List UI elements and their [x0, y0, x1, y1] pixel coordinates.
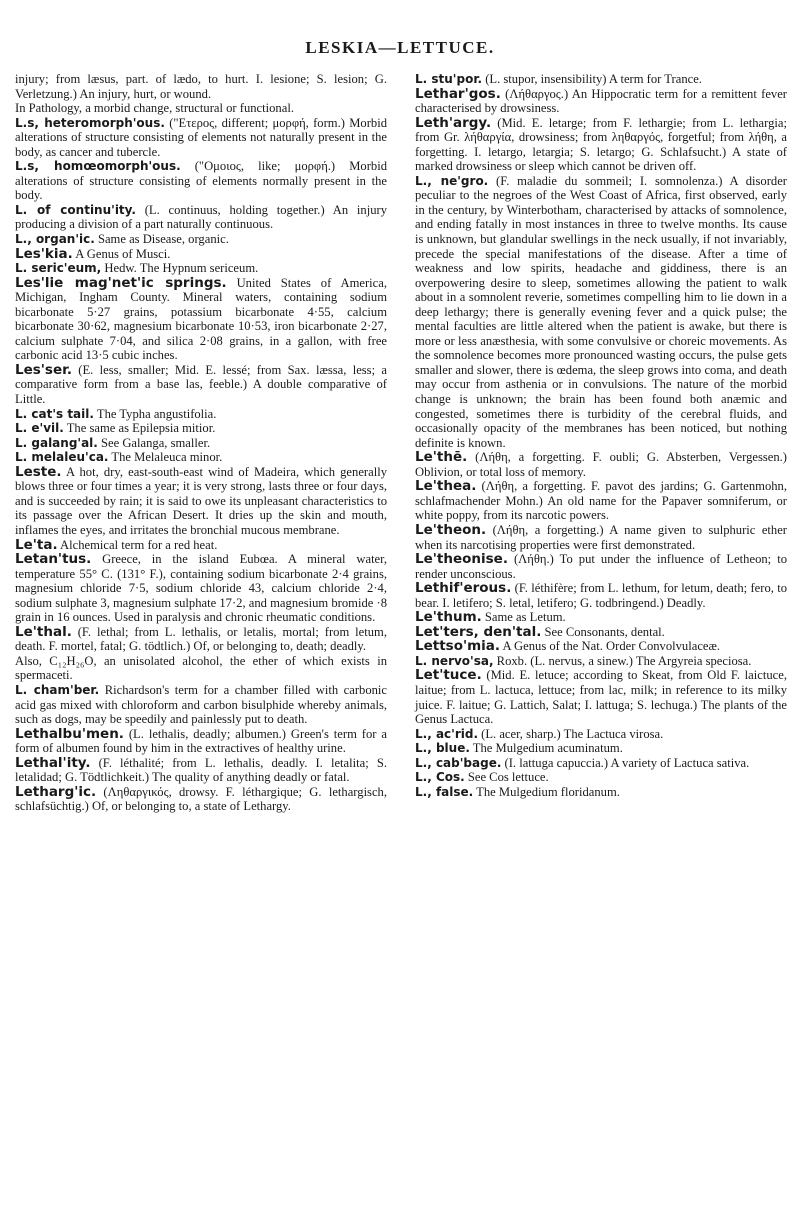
- entry-definition: See Galanga, smaller.: [97, 435, 211, 450]
- dictionary-entry: [415, 581, 787, 610]
- entry-headword: Le'thal.: [15, 623, 72, 640]
- dictionary-entry: [415, 450, 787, 479]
- dictionary-entry: [15, 654, 387, 683]
- entry-headword: Le'thē.: [415, 449, 468, 466]
- entry-headword: L. nervo'sa,: [415, 653, 494, 668]
- dictionary-entry: [415, 770, 787, 785]
- entry-headword: L., false.: [415, 784, 474, 799]
- entry-definition: Richardson's term for a chamber filled with carbonic acid gas mixed with chloroform and carbon bisulphide whereby animals, such as dogs, may be speedily and painlessly put to death.: [15, 682, 388, 727]
- entry-definition: A Genus of the Nat. Order Convolvulaceæ.: [500, 639, 721, 654]
- dictionary-entry: [415, 756, 787, 771]
- entry-definition: (L. lethalis, deadly; albumen.) Green's term for a form of albumen found by him in the extractives of healthy urine.: [15, 726, 387, 756]
- entry-headword: L. e'vil.: [15, 421, 64, 436]
- entry-definition: The same as Epilepsia mitior.: [63, 421, 216, 436]
- entry-definition: See Cos lettuce.: [464, 770, 549, 785]
- dictionary-entry: [415, 72, 787, 87]
- dictionary-entry: [15, 436, 387, 451]
- dictionary-entry: [15, 785, 387, 814]
- entry-headword: Les'lie mag'net'ic springs.: [15, 274, 227, 291]
- entry-headword: Letan'tus.: [15, 551, 92, 568]
- left-column: [15, 72, 387, 814]
- entry-headword: Les'kia.: [15, 245, 73, 262]
- dictionary-entry: [15, 625, 387, 654]
- entry-definition: (Λήθη, a forgetting.) A name given to sulphuric ether when its narcotising properties were first demonstrated.: [415, 522, 787, 552]
- entry-headword: L., organ'ic.: [15, 232, 95, 247]
- entry-definition: A hot, dry, east-south-east wind of Madeira, which generally blows three or four times a year; it is very strong, lasts three or four days, and is succeeded by rain; it is said to owe its unpleasant characteristics to its passage over the African Desert. It dries up the skin and mouth, inflames the eyes, and irritates the bronchial mucous membrane.: [15, 464, 387, 537]
- dictionary-entry: [415, 727, 787, 742]
- dictionary-entry: [15, 276, 387, 363]
- dictionary-entry: [415, 552, 787, 581]
- entry-definition: (Λήθη, a forgetting. F. oubli; G. Absterben, Vergessen.) Oblivion, or total loss of memory.: [415, 450, 787, 479]
- entry-definition: The Melaleuca minor.: [108, 450, 223, 465]
- dictionary-entry: [15, 683, 387, 727]
- entry-headword: Lethalbu'men.: [15, 725, 124, 742]
- entry-headword: L. melaleu'ca.: [15, 450, 109, 465]
- entry-headword: Leth'argy.: [415, 114, 492, 131]
- entry-headword: Le'thum.: [415, 609, 482, 626]
- entry-definition: (L. acer, sharp.) The Lactuca virosa.: [478, 726, 664, 741]
- dictionary-entry: [415, 87, 787, 116]
- entry-headword: Le'thea.: [415, 478, 477, 495]
- dictionary-entry: [415, 741, 787, 756]
- entry-headword: L., blue.: [415, 741, 470, 756]
- dictionary-entry: [15, 159, 387, 203]
- entry-definition: (Λήθη.) To put under the influence of Letheon; to render unconscious.: [415, 552, 787, 581]
- entry-definition: The Typha angustifolia.: [93, 406, 217, 421]
- entry-definition: Also, C₁₂H₂₆O, an unisolated alcohol, the ether of which exists in spermaceti.: [15, 653, 387, 683]
- entry-headword: Le'theonise.: [415, 551, 508, 568]
- entry-headword: Le'ta.: [15, 536, 58, 553]
- entry-headword: Let'ters, den'tal.: [415, 623, 542, 640]
- entry-headword: Lethal'ity.: [15, 754, 91, 771]
- entry-definition: (Λήθαργος.) An Hippocratic term for a remittent fever characterised by drowsiness.: [415, 86, 787, 116]
- dictionary-entry: [415, 668, 787, 726]
- entry-headword: L., ne'gro.: [415, 173, 489, 188]
- entry-definition: (Mid. E. letuce; according to Skeat, from Old F. laictuce, laitue; from L. lactuca, lettuce; from lac, milk; in reference to its milky juice. F. laitue; G. Lattich, Salat; I. lattuga; S. lechuga.) The plants of the Genus Lactuca.: [415, 668, 787, 727]
- right-column: [415, 72, 787, 799]
- dictionary-entry: [15, 552, 387, 625]
- entry-headword: L.s, homœomorph'ous.: [15, 159, 181, 174]
- entry-definition: (L. continuus, holding together.) An injury producing a division of a part naturally continuous.: [15, 202, 388, 232]
- dictionary-entry: [15, 756, 387, 785]
- entry-headword: Letharg'ic.: [15, 783, 97, 800]
- entry-headword: L., cab'bage.: [415, 755, 502, 770]
- dictionary-entry: [415, 610, 787, 625]
- entry-headword: L. galang'al.: [15, 435, 98, 450]
- entry-definition: (I. lattuga capuccia.) A variety of Lactuca sativa.: [501, 755, 750, 770]
- entry-headword: Lethar'gos.: [415, 85, 501, 102]
- entry-definition: The Mulgedium acuminatum.: [469, 741, 623, 756]
- entry-headword: Lettso'mia.: [415, 638, 501, 655]
- entry-definition: United States of America, Michigan, Ingham County. Mineral waters, containing sodium bicarbonate 5·27 grains, potassium bicarbonate 4·55, calcium bicarbonate 30·62, magnesium bicarbonate 10·53, iron bicarbonate 2·27, calcium sulphate 7·04, and silica 2·08 grains, in a gallon, with free carbonic acid 13·5 cubic inches.: [15, 275, 388, 363]
- entry-definition: (F. lethal; from L. lethalis, or letalis, mortal; from letum, death. F. mortel, fatal; G. tödtlich.) Of, or belonging to, death; deadly.: [15, 624, 387, 654]
- entry-headword: L., ac'rid.: [415, 726, 479, 741]
- dictionary-entry: [15, 465, 387, 538]
- entry-definition: injury; from læsus, part. of lædo, to hurt. I. lesione; S. lesion; G. Verletzung.) An injury, hurt, or wound.: [15, 72, 387, 101]
- entry-definition: Alchemical term for a red heat.: [57, 537, 218, 552]
- dictionary-entry: [15, 72, 387, 101]
- dictionary-entry: [415, 639, 787, 654]
- entry-definition: Same as Disease, organic.: [94, 232, 229, 247]
- entry-definition: Roxb. (L. nervus, a sinew.) The Argyreia speciosa.: [493, 653, 752, 668]
- entry-headword: Lethif'erous.: [415, 580, 512, 597]
- entry-headword: Les'ser.: [15, 361, 72, 378]
- dictionary-entry: [15, 538, 387, 553]
- dictionary-entry: [15, 450, 387, 465]
- entry-headword: L. stu'por.: [415, 72, 483, 86]
- dictionary-entry: [15, 727, 387, 756]
- entry-definition: (Λήθη, a forgetting. F. pavot des jardins; G. Gartenmohn, schlafmachender Mohn.) An old name for the Papaver somniferum, or white poppy, from its narcotic powers.: [415, 479, 787, 523]
- entry-definition: (E. less, smaller; Mid. E. lessé; from Sax. læssa, less; a comparative form from a base las, feeble.) A double comparative of Little.: [15, 362, 387, 407]
- entry-definition: (F. maladie du sommeil; I. somnolenza.) A disorder peculiar to the negroes of the West Coast of Africa, first observed, early in the century, by Winterbotham, characterised by attacks of somnolence, and ending fatally in most instances in three to twelve months. Its cause is unknown, but glandular swellings in the neck usually, if not invariably, precede the special manifestations of the disease. After a time of weakness and low spirits, headache and giddiness, there is an overpowering desire to sleep, sometimes allowing the patient to walk about in a somnolent reverie, sometimes compelling him to lie down in a deep lethargy; there is generally evening fever and a quick pulse; the mental faculties are little altered when the patient is awake, but there is more or less anæsthesia, with some convulsive or choreic movements. As the somnolence becomes more pronounced wasting occurs, the pulse gets smaller and slower, there is œdema, the sleep grows into coma, and death may occur from asthenia or in convulsions. The nature of the morbid change is unknown; the brain has been found both anæmic and congested, sometimes there is turbidity of the cerebral fluids, and occasionally opacity of the membranes has been noticed, but nothing definite is known.: [415, 173, 787, 450]
- dictionary-entry: [15, 247, 387, 262]
- entry-headword: L. cham'ber.: [15, 682, 100, 697]
- entry-definition: (F. léthifère; from L. lethum, for letum, death; fero, to bear. I. letifero; S. letal, letifero; G. todbringend.) Deadly.: [415, 581, 787, 610]
- entry-headword: L. of continu'ity.: [15, 202, 136, 217]
- entry-definition: Same as Letum.: [481, 610, 566, 625]
- entry-definition: Hedw. The Hypnum sericeum.: [101, 261, 259, 276]
- dictionary-entry: [15, 203, 387, 232]
- dictionary-entry: [15, 363, 387, 407]
- dictionary-entry: [415, 479, 787, 523]
- entry-definition: (Mid. E. letarge; from F. lethargie; from L. lethargia; from Gr. λήθαργία, drowsiness; from ληθαργός, forgetful; from λήθη, a forgetting. I. letargo, letargia; S. letargo; G. Schlafsucht.) A state of marked drowsiness or sleep which cannot be driven off.: [415, 115, 787, 174]
- dictionary-entry: [15, 421, 387, 436]
- dictionary-entry: [415, 523, 787, 552]
- dictionary-entry: [415, 116, 787, 174]
- dictionary-entry: [415, 654, 787, 669]
- entry-definition: See Consonants, dental.: [541, 624, 665, 639]
- page-header: LESKIA—LETTUCE.: [305, 38, 495, 57]
- entry-headword: Leste.: [15, 463, 62, 480]
- entry-headword: Let'tuce.: [415, 667, 482, 684]
- entry-definition: The Mulgedium floridanum.: [473, 784, 620, 799]
- entry-headword: L.s, heteromorph'ous.: [15, 115, 165, 130]
- dictionary-entry: [415, 625, 787, 640]
- entry-definition: (Ληθαργικός, drowsy. F. léthargique; G. lethargisch, schlafsüchtig.) Of, or belonging to, a state of Lethargy.: [15, 784, 387, 814]
- entry-headword: L. seric'eum,: [15, 261, 102, 276]
- dictionary-entry: [15, 232, 387, 247]
- entry-definition: (L. stupor, insensibility) A term for Trance.: [482, 72, 702, 86]
- dictionary-entry: [15, 101, 387, 116]
- entry-definition: (F. léthalité; from L. lethalis, deadly. I. letalita; S. letalidad; G. Tödtlichkeit.) The quality of anything deadly or fatal.: [15, 755, 387, 785]
- entry-definition: Greece, in the island Eubœa. A mineral water, temperature 55° C. (131° F.), containing sodium bicarbonate 2·4 grains, magnesium chloride 7·5, sodium chloride 43, calcium chloride 2·4, sodium sulphate 3, magnesium sulphate 17·2, and magnesium bromide ·8 grain in 16 ounces. Used in paralysis and chronic rheumatic conditions.: [15, 552, 387, 625]
- dictionary-entry: [15, 116, 387, 160]
- dictionary-entry: [415, 174, 787, 450]
- entry-headword: L., Cos.: [415, 770, 465, 785]
- entry-headword: Le'theon.: [415, 521, 487, 538]
- dictionary-entry: [415, 785, 787, 800]
- dictionary-entry: [15, 261, 387, 276]
- entry-definition: A Genus of Musci.: [72, 246, 171, 261]
- entry-definition: In Pathology, a morbid change, structural or functional.: [15, 101, 294, 116]
- entry-headword: L. cat's tail.: [15, 406, 94, 421]
- dictionary-entry: [15, 407, 387, 422]
- entry-definition: ("Ετερος, different; μορφή, form.) Morbid alterations of structure consisting of elements not naturally present in the body, as cancer and tubercle.: [15, 115, 387, 159]
- entry-definition: ("Ομοιος, like; μορφή.) Morbid alterations of structure consisting of elements normally present in the body.: [15, 159, 387, 203]
